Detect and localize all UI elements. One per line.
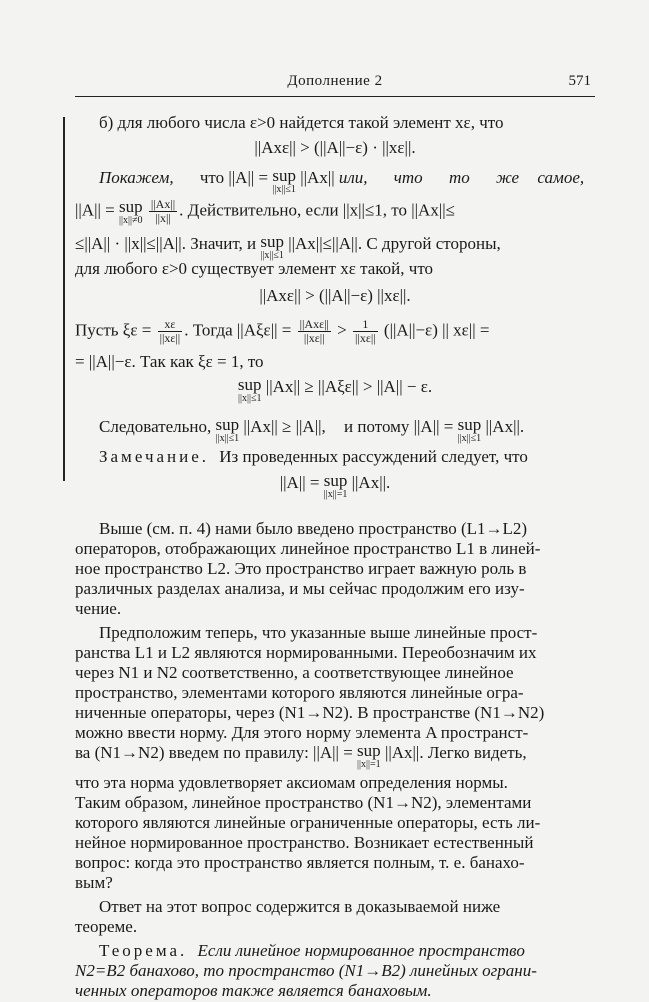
sup-label: sup bbox=[272, 166, 296, 185]
sup-label: sup bbox=[215, 415, 240, 434]
text-line: Таким образом, линейное пространство (N1→N2), элементами bbox=[75, 793, 532, 812]
text-line: = ||A||−ε. Так как ξε = 1, то bbox=[75, 352, 264, 371]
fraction-denominator: ||xε|| bbox=[303, 331, 325, 346]
text-fragment: ||Ax||≤||A||. С другой стороны, bbox=[288, 234, 501, 253]
sup-subscript: ||x||≠0 bbox=[119, 215, 143, 226]
sup-subscript: ||x||≤1 bbox=[215, 433, 240, 444]
sup-subscript: ||x||≤1 bbox=[272, 184, 296, 195]
text-line: ное пространство L2. Это пространство играет важную роль в bbox=[75, 559, 527, 578]
fraction-denominator: ||x|| bbox=[155, 211, 171, 226]
text-line: N2=B2 банахово, то пространство (N1→B2) линейных ограни- bbox=[75, 961, 537, 980]
text-line: операторов, отображающих линейное пространство L1 в линей- bbox=[75, 539, 541, 558]
formula-line bbox=[75, 472, 595, 500]
fraction bbox=[353, 318, 378, 345]
text-line bbox=[99, 167, 595, 195]
fraction-numerator: 1 bbox=[353, 318, 378, 332]
text-fragment: ва (N1→N2) введем по правилу: ||A|| = bbox=[75, 743, 353, 762]
sup-operator bbox=[119, 198, 143, 226]
text-line: б) для любого числа ε>0 найдется такой элемент xε, что bbox=[99, 113, 504, 132]
text-line: через N1 и N2 соответственно, а соответствующее линейное bbox=[75, 663, 514, 682]
margin-bar bbox=[63, 117, 65, 481]
formula-line: ||Axε|| > (||A||−ε) · ||xε||. bbox=[254, 138, 416, 157]
text-fragment: ||Ax|| bbox=[300, 168, 335, 187]
text-fragment: ||Ax|| ≥ ||Aξε|| > ||A|| − ε. bbox=[265, 377, 433, 396]
text-fragment: ||Ax||. bbox=[351, 473, 391, 492]
sup-label: sup bbox=[237, 375, 262, 394]
text-line: теореме. bbox=[75, 917, 138, 936]
text-fragment: . Тогда ||Aξε|| = bbox=[184, 320, 292, 340]
sup-subscript: ||x||≤1 bbox=[457, 433, 482, 444]
text-line bbox=[99, 416, 595, 444]
text-line: ранства L1 и L2 являются нормированными. Переобозначим их bbox=[75, 643, 537, 662]
sup-label: sup bbox=[357, 741, 381, 760]
sup-operator bbox=[238, 376, 262, 404]
text-line: вым? bbox=[75, 873, 113, 892]
sup-label: sup bbox=[457, 415, 482, 434]
sup-operator bbox=[324, 472, 348, 500]
text-fragment: Покажем, bbox=[99, 168, 174, 187]
text-line: Предположим теперь, что указанные выше линейные прост- bbox=[99, 623, 538, 642]
sup-subscript: ||x||≤1 bbox=[237, 393, 262, 404]
fraction-denominator: ||xε|| bbox=[159, 331, 181, 346]
text-line bbox=[75, 318, 595, 345]
sup-operator bbox=[216, 416, 240, 444]
text-line bbox=[75, 233, 595, 261]
fraction-numerator: ||Axε|| bbox=[299, 317, 329, 331]
text-fragment: > bbox=[337, 320, 347, 340]
text-fragment: . Действительно, если ||x||≤1, то ||Ax||≤ bbox=[179, 200, 455, 220]
sup-operator bbox=[458, 416, 482, 444]
fraction-numerator: ||Ax|| bbox=[150, 197, 176, 211]
sup-operator bbox=[272, 167, 296, 195]
sup-label: sup bbox=[118, 197, 143, 216]
fraction-denominator: ||xε|| bbox=[355, 331, 376, 346]
remark-heading: Замечание. bbox=[99, 447, 210, 466]
text-line bbox=[75, 198, 595, 226]
text-line bbox=[99, 940, 595, 962]
text-line: различных разделах анализа, и мы сейчас продолжим его изу- bbox=[75, 579, 525, 598]
text-fragment: (||A||−ε) || xε|| = bbox=[383, 320, 490, 340]
header-title: Дополнение 2 bbox=[287, 73, 383, 89]
text-fragment: или, bbox=[338, 168, 368, 187]
formula-line: ||Axε|| > (||A||−ε) ||xε||. bbox=[259, 286, 411, 305]
text-fragment: ||A|| = bbox=[279, 473, 320, 492]
text-fragment: ||Ax|| ≥ ||A||, bbox=[243, 417, 326, 436]
text-fragment: что ||A|| = bbox=[199, 168, 269, 187]
text-fragment: Пусть ξε = bbox=[75, 320, 152, 340]
text-fragment: Из проведенных рассуждений следует, что bbox=[219, 447, 528, 466]
sup-subscript: ||x||=1 bbox=[357, 759, 381, 770]
text-line: ниченные операторы, через (N1→N2). В пространстве (N1→N2) bbox=[75, 703, 545, 722]
fraction-numerator: xε bbox=[158, 318, 183, 332]
text-fragment: ||A|| = bbox=[75, 200, 115, 220]
text-fragment: что bbox=[393, 168, 423, 187]
text-line: которого являются линейные ограниченные операторы, есть ли- bbox=[75, 813, 541, 832]
text-fragment: самое, bbox=[537, 168, 585, 187]
text-fragment: Если линейное нормированное пространство bbox=[197, 941, 525, 960]
fraction bbox=[298, 318, 331, 345]
page-number: 571 bbox=[568, 73, 591, 89]
text-fragment: и потому ||A|| = bbox=[344, 417, 454, 436]
text-fragment: то bbox=[448, 168, 470, 187]
theorem-heading: Теорема. bbox=[99, 941, 188, 960]
sup-subscript: ||x||=1 bbox=[323, 489, 348, 500]
text-line: чение. bbox=[75, 599, 122, 618]
text-fragment: Следовательно, bbox=[99, 417, 212, 436]
text-line: что эта норма удовлетворяет аксиомам определения нормы. bbox=[75, 773, 508, 792]
fraction bbox=[158, 318, 183, 345]
text-line: Ответ на этот вопрос содержится в доказываемой ниже bbox=[99, 897, 501, 916]
text-line: вопрос: когда это пространство является полным, т. е. банахо- bbox=[75, 853, 525, 872]
text-line: нейное нормированное пространство. Возникает естественный bbox=[75, 833, 534, 852]
formula-line bbox=[75, 376, 595, 404]
sup-subscript: ||x||≤1 bbox=[260, 250, 284, 261]
text-line bbox=[75, 742, 595, 770]
text-line: для любого ε>0 существует элемент xε такой, что bbox=[75, 259, 434, 278]
text-line bbox=[99, 446, 595, 468]
sup-label: sup bbox=[260, 232, 284, 251]
text-fragment: ||Ax||. Легко видеть, bbox=[384, 743, 527, 762]
text-line: ченных операторов также является банаховым. bbox=[75, 981, 432, 1000]
text-line: пространство, элементами которого являются линейные огра- bbox=[75, 683, 524, 702]
fraction bbox=[149, 198, 177, 225]
text-line: можно ввести норму. Для этого норму элемента A пространст- bbox=[75, 723, 529, 742]
sup-operator bbox=[260, 233, 284, 261]
running-header bbox=[75, 72, 595, 97]
text-fragment: ≤||A|| · ||x||≤||A||. Значит, и bbox=[75, 234, 257, 253]
text-fragment: ||Ax||. bbox=[485, 417, 525, 436]
sup-label: sup bbox=[323, 471, 348, 490]
sup-operator bbox=[357, 742, 381, 770]
text-line: Выше (см. п. 4) нами было введено пространство (L1→L2) bbox=[99, 519, 528, 538]
text-fragment: же bbox=[495, 168, 520, 187]
